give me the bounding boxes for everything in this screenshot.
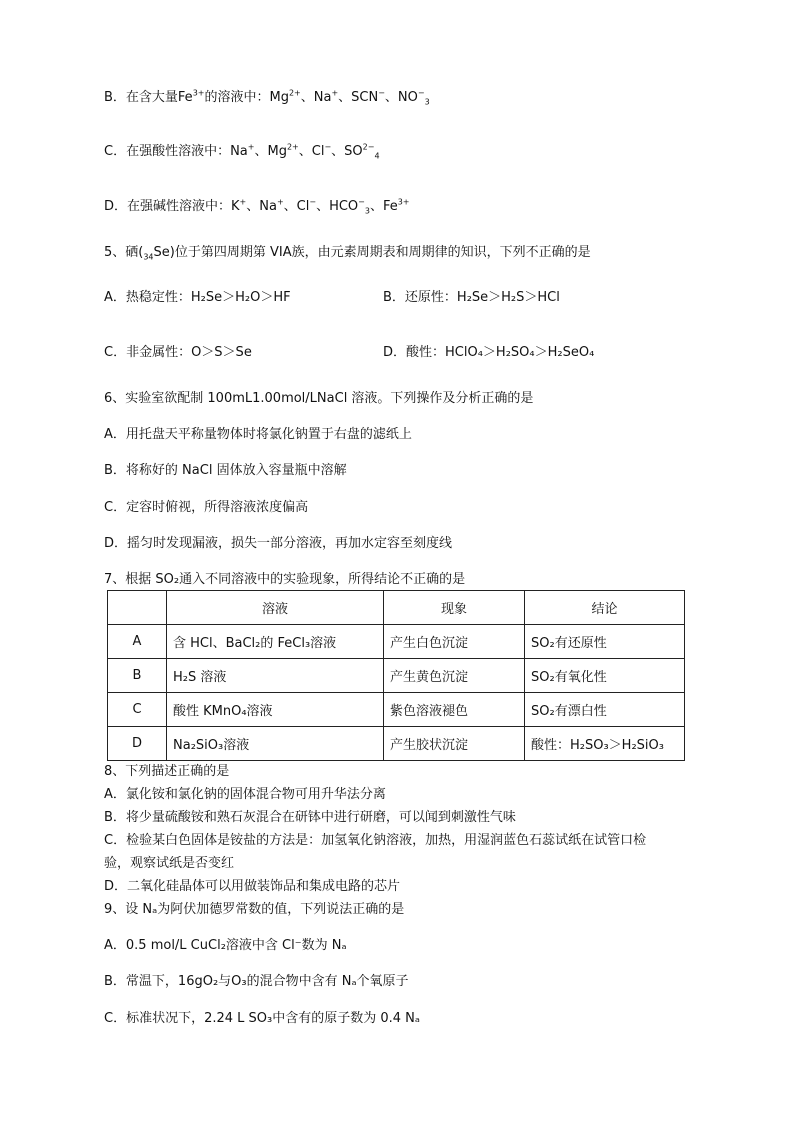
table-row [108,659,685,693]
q6-option-c: C．定容时俯视，所得溶液浓度偏高 [104,500,309,515]
q8-option-d: D．二氧化硅晶体可以用做装饰品和集成电路的芯片 [104,879,401,894]
table-cell: SO₂有漂白性 [525,693,685,727]
table-cell: H₂S 溶液 [167,659,384,693]
table-cell: D [108,727,167,761]
table-header-cell: 结论 [525,591,685,625]
q8-stem: 8、下列描述正确的是 [104,764,230,779]
q5-stem: 5、硒$(_{34}Se)$位于第四周期第 VIA族，由元素周期表和周期律的知识，下列不正确的是 [104,245,591,262]
q6-option-b: B．将称好的 NaCl 固体放入容量瓶中溶解 [104,463,347,478]
q8-option-a: A．氯化铵和氯化钠的固体混合物可用升华法分离 [104,787,386,802]
table-cell: A [108,625,167,659]
table-cell: 酸性：H₂SO₃＞H₂SiO₃ [525,727,685,761]
table-header-cell [108,591,167,625]
table-cell: Na₂SiO₃溶液 [167,727,384,761]
table-cell: 含 HCl、BaCl₂的 FeCl₃溶液 [167,625,384,659]
q9-option-a: A．0.5 mol/L CuCl₂溶液中含 Cl⁻数为 Nₐ [104,938,347,953]
q4-option-b: B．在含大量$Fe^{3+}$的溶液中：$Mg^{2+}$、Na+、SCN−、$NO^-_3$ [104,88,430,107]
q8-option-c-line1: C．检验某白色固体是铵盐的方法是：加氢氧化钠溶液，加热，用湿润蓝色石蕊试纸在试管口检 [104,833,647,848]
q5-option-b: B．还原性：H₂Se＞H₂S＞HCl [383,290,560,305]
q6-stem: 6、实验室欲配制 100mL1.00mol/LNaCl 溶液。下列操作及分析正确的是 [104,391,534,406]
table-cell: C [108,693,167,727]
table-cell: B [108,659,167,693]
q5-option-d: D．酸性：HClO₄＞H₂SO₄＞H₂SeO₄ [383,345,595,360]
table-row [108,625,685,659]
q8-option-b: B．将少量硫酸铵和熟石灰混合在研钵中进行研磨，可以闻到刺激性气味 [104,810,516,825]
q9-option-b: B．常温下，16gO₂与O₃的混合物中含有 Nₐ个氧原子 [104,974,409,989]
q4-option-c: C．在强酸性溶液中：Na+、$Mg^{2+}$、Cl−、$SO^{2-}_4$ [104,142,380,161]
q8-option-c-line2: 验，观察试纸是否变红 [104,856,235,871]
table-cell: SO₂有氧化性 [525,659,685,693]
table-row [108,693,685,727]
table-cell: 产生黄色沉淀 [384,659,525,693]
q5-option-c: C．非金属性：O＞S＞Se [104,345,252,360]
q4-option-d: D．在强碱性溶液中：K+、Na+、Cl−、$HCO^-_3$、$Fe^{3+}$ [104,197,410,216]
table-header-cell: 现象 [384,591,525,625]
table-cell: 紫色溶液褪色 [384,693,525,727]
table-cell: 产生胶状沉淀 [384,727,525,761]
q7-stem: 7、根据 SO₂通入不同溶液中的实验现象，所得结论不正确的是 [104,572,466,587]
table-cell: 产生白色沉淀 [384,625,525,659]
q9-stem: 9、设 Nₐ为阿伏加德罗常数的值，下列说法正确的是 [104,902,405,917]
table-cell: SO₂有还原性 [525,625,685,659]
q5-option-a: A．热稳定性：H₂Se＞H₂O＞HF [104,290,291,305]
table-row [108,727,685,761]
q7-table [107,590,685,761]
table-header-row [108,591,685,625]
q9-option-c: C．标准状况下，2.24 L SO₃中含有的原子数为 0.4 Nₐ [104,1011,420,1026]
table-header-cell: 溶液 [167,591,384,625]
q6-option-d: D．摇匀时发现漏液，损失一部分溶液，再加水定容至刻度线 [104,536,453,551]
table-cell: 酸性 KMnO₄溶液 [167,693,384,727]
q6-option-a: A．用托盘天平称量物体时将氯化钠置于右盘的滤纸上 [104,427,412,442]
